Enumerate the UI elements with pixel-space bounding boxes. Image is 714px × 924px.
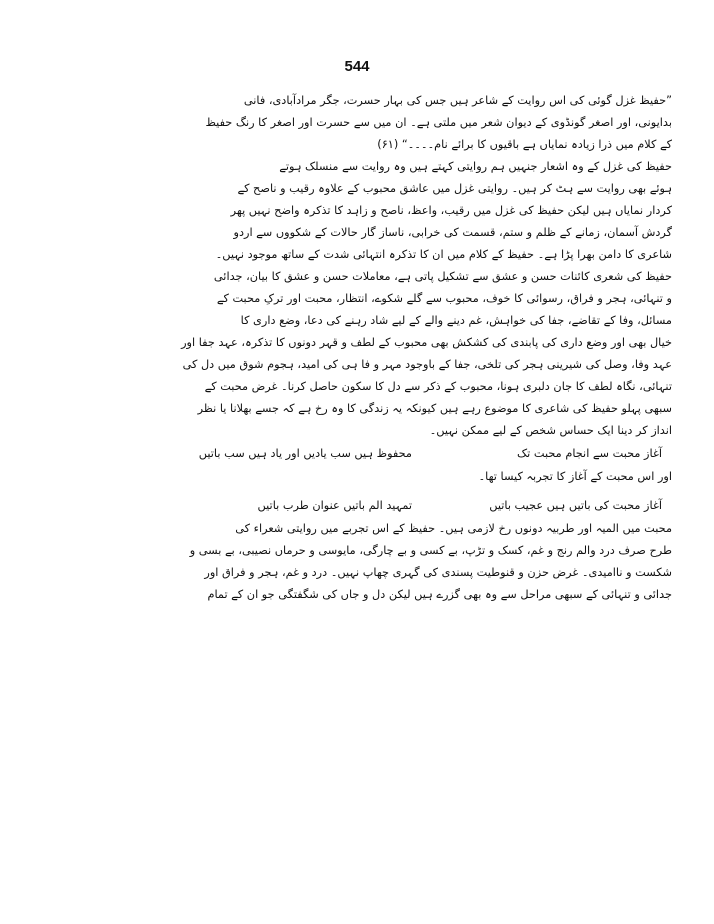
text-line: سبھی پہلو حفیظ کی شاعری کا موضوع رہے ہیں کیونکہ یہ زندگی کا وہ رخ ہے کہ جسے بھلانا یا نظر [197,402,672,415]
verse-hemistich-first: آغاز محبت کی باتیں ہیں عجیب باتیں [489,499,662,512]
text-line: حفیظ کی غزل کے وہ اشعار جنہیں ہم روایتی کہتے ہیں وہ روایت سے منسلک ہوتے [279,160,672,173]
text-line: عہد وفا، وصل کی شیرینی ہجر کی تلخی، جفا کے باوجود مہر و فا ہی کی امید، ہجوم شوق میں دل کی [182,358,672,371]
page-number: 544 [344,58,370,75]
text-line: ہوئے بھی روایت سے ہٹ کر ہیں۔ روایتی غزل میں عاشق محبوب کے علاوہ رقیب و ناصح کے [237,182,672,195]
verse-couplet [150,442,672,466]
text-line: محبت میں المیہ اور طربیہ دونوں رخ لازمی ہیں۔ حفیظ کے اس تجربے میں روایتی شعراء کی [235,522,672,535]
text-line: جدائی و تنہائی کے سبھی مراحل سے وہ بھی گزرے ہیں لیکن دل و جاں کی شگفتگی جو ان کے تمام [207,588,672,601]
text-line: ”حفیظ غزل گوئی کی اس روایت کے شاعر ہیں جس کی بہار حسرت، جگر مرادآبادی، فانی [243,94,672,107]
text-line: کے کلام میں ذرا زیادہ نمایاں ہے باقیوں کا برائے نام۔۔۔۔“ (۶۱) [377,138,672,151]
text-line: و تنہائی، ہجر و فراق، رسوائی کا خوف، محبوب سے گلے شکوے، انتظار، محبت اور ترکِ محبت کے [216,292,672,305]
text-line: بدایونی، اور اصغر گونڈوی کے دیوان شعر میں ملتی ہے۔ ان میں سے حسرت اور اصغر کا رنگ حفیظ [205,116,672,129]
text-line: حفیظ کی شعری کائنات حسن و عشق سے تشکیل پاتی ہے، معاملات حسن و عشق کا بیان، جدائی [213,270,672,283]
verse-hemistich-second: محفوظ ہیں سب یادیں اور یاد ہیں سب باتیں [198,447,412,460]
text-line: تنہائی، نگاہ لطف کا جان دلبری ہونا، محبوب کے ذکر سے دل کا سکون حاصل کرنا۔ غرض محبت کے [204,380,672,393]
verse-couplet [150,494,672,518]
text-line: شاعری کا دامن بھرا پڑا ہے۔ حفیظ کے کلام میں ان کا تذکرہ انتہائی شدت کے ساتھ موجود نہیں۔ [215,248,672,261]
text-line: شکست و ناامیدی۔ غرض حزن و قنوطیت پسندی کی گہری چھاپ نہیں۔ درد و غم، ہجر و فراق اور [204,566,672,579]
text-line: طرح صرف درد والم رنج و غم، کسک و تڑپ، بے کسی و بے چارگی، مایوسی و حرماں نصیبی، بے بسی و [189,544,672,557]
text-line: خیال بھی اور وضع داری کی پابندی کی کشکش بھی محبوب کے لطف و قہر دونوں کا تذکرہ، عہد جفا اور [181,336,672,349]
text-line: کردار نمایاں ہیں لیکن حفیظ کی غزل میں رقیب، واعظ، ناصح و زاہد کا تذکرہ واضح نہیں پھر [230,204,672,217]
verse-hemistich-second: تمہید الم باتیں عنوان طرب باتیں [257,499,412,512]
text-line: مسائل، وفا کے تقاضے، جفا کی خواہش، غم دینے والے کے لیے شاد رہنے کی دعا، وضع داری کا [240,314,672,327]
text-line: انداز کر دینا ایک حساس شخص کے لیے ممکن نہیں۔ [429,424,672,437]
text-line: گردش آسمان، زمانے کے ظلم و ستم، قسمت کی خرابی، ناساز گار حالات کے شکووں سے اردو [233,226,672,239]
verse-hemistich-first: آغاز محبت سے انجام محبت تک [517,447,662,460]
text-line: اور اس محبت کے آغاز کا تجربہ کیسا تھا۔ [478,470,672,483]
page-body [150,90,672,606]
